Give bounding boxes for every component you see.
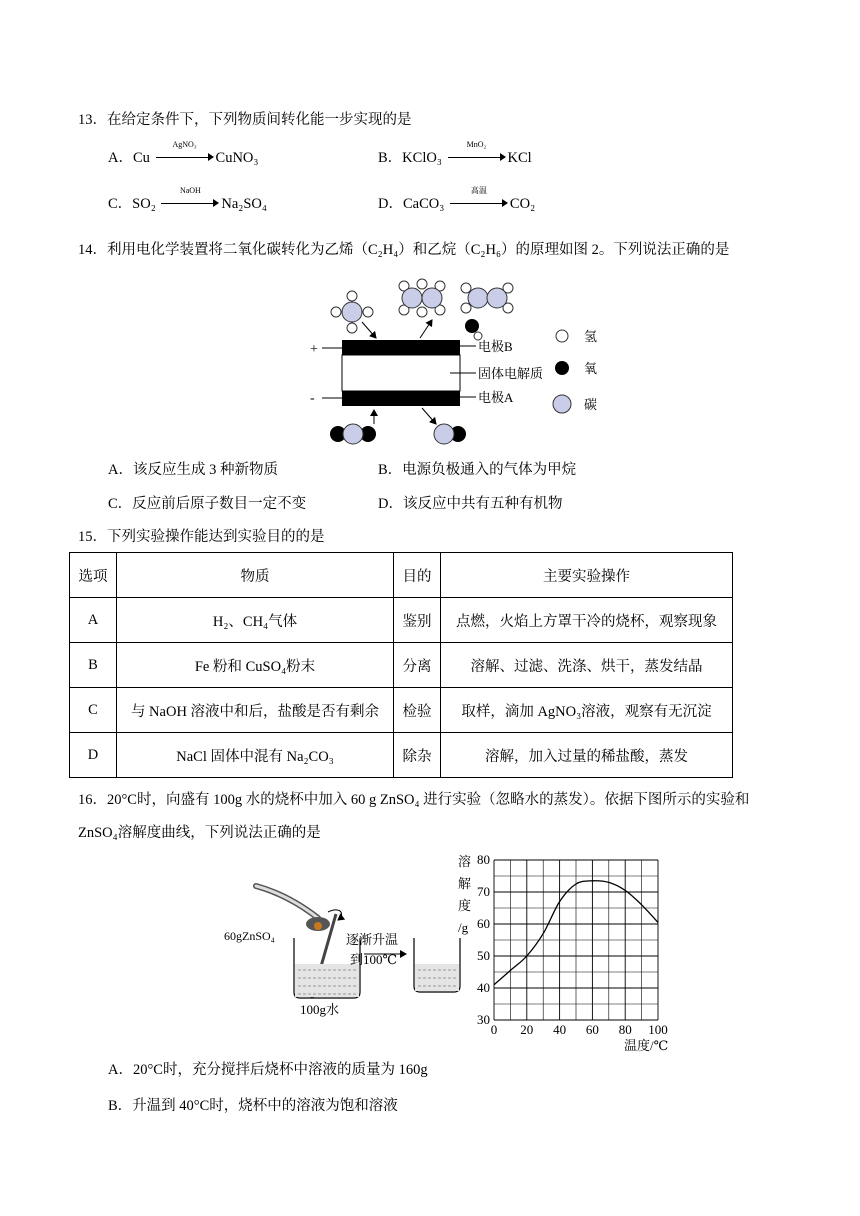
q13-a-product: CuNO₃ (215, 150, 259, 166)
x-axis-label: 温度/℃ (624, 1038, 669, 1053)
x-tick-label: 0 (490, 1022, 498, 1037)
cell: 除杂 (394, 733, 441, 778)
x-tick-label: 60 (585, 1022, 599, 1037)
q13-option-a-letter: A． (108, 150, 133, 166)
x-tick-label: 80 (618, 1022, 632, 1037)
electrochemical-diagram (300, 276, 620, 450)
minus-label: - (310, 391, 315, 406)
q13-option-a[interactable] (108, 140, 259, 168)
reaction-arrow-icon (450, 186, 508, 209)
q13-option-d-letter: D． (378, 196, 403, 212)
y-axis-label-char: /g (458, 920, 469, 935)
x-tick-label: 100 (648, 1022, 668, 1037)
q15-stem: 15．下列实验操作能达到实验目的的是 (78, 529, 325, 545)
cell: 取样，滴加 AgNO₃溶液，观察有无沉淀 (441, 688, 733, 733)
carbon-dioxide-molecule-icon (330, 424, 376, 444)
y-tick-label: 80 (477, 852, 490, 867)
y-axis-label-char: 溶 (458, 854, 472, 869)
q14-option-b[interactable]: B．电源负极通入的气体为甲烷 (378, 462, 577, 478)
q13-c-condition: NaOH (179, 186, 201, 195)
solubility-curve-chart (450, 850, 680, 1056)
y-tick-label: 30 (477, 1012, 490, 1027)
electrode-b-bar (342, 340, 460, 355)
q16-stem-line1: 16．20°C时，向盛有 100g 水的烧杯中加入 60 g ZnSO₄ 进行实验（忽略水的蒸发）。依据下图所示的实验和 (78, 792, 750, 808)
cell: D (70, 733, 117, 778)
table-header-row (70, 553, 733, 598)
table-row (70, 598, 733, 643)
q13-c-reactant: SO₂ (132, 196, 156, 212)
y-tick-label: 70 (477, 884, 490, 899)
q13-option-c-letter: C． (108, 196, 133, 212)
header-option: 选项 (70, 553, 117, 598)
q13-d-product: CO₂ (509, 196, 536, 212)
q13-b-reactant: KClO₃ (402, 150, 442, 166)
q14-option-a[interactable]: A．该反应生成 3 种新物质 (108, 462, 278, 478)
y-tick-label: 60 (477, 916, 490, 931)
header-operation: 主要实验操作 (441, 553, 733, 598)
y-tick-label: 50 (477, 948, 490, 963)
q13-d-condition: 高温 (470, 186, 487, 195)
arrow-out-icon (422, 408, 436, 424)
q13-stem: 13．在给定条件下，下列物质间转化能一步实现的是 (78, 112, 412, 128)
q13-option-d[interactable] (378, 186, 536, 214)
spoon-icon (256, 886, 330, 931)
q13-a-reactant: Cu (132, 150, 150, 166)
dissolution-experiment-figure (218, 878, 468, 1018)
reaction-arrow-icon (448, 140, 506, 163)
header-purpose: 目的 (394, 553, 441, 598)
table-row (70, 688, 733, 733)
y-axis-label (458, 854, 471, 935)
ethylene-molecule-icon (461, 283, 513, 313)
cell: 与 NaOH 溶液中和后，盐酸是否有剩余 (117, 688, 394, 733)
y-axis-label-char: 解 (458, 876, 472, 891)
q14-option-c[interactable]: C．反应前后原子数目一定不变 (108, 496, 307, 512)
q13-d-reactant: CaCO₃ (402, 196, 445, 212)
q16-option-a[interactable]: A．20°C时，充分搅拌后烧杯中溶液的质量为 160g (108, 1062, 428, 1078)
electrode-a-label: 电极A (478, 390, 514, 405)
q13-option-c[interactable] (108, 186, 267, 214)
heat-label-1: 逐渐升温 (346, 932, 399, 947)
x-tick-label: 40 (553, 1022, 567, 1037)
y-axis-label-char: 度 (458, 898, 472, 913)
experiment-table (69, 552, 733, 778)
cell: NaCl 固体中混有 Na₂CO₃ (117, 733, 394, 778)
electrode-b-label: 电极B (478, 339, 513, 354)
cell: Fe 粉和 CuSO₄粉末 (117, 643, 394, 688)
q13-b-product: KCl (507, 150, 532, 166)
chart-ticks (477, 852, 668, 1037)
electrolyte-label: 固体电解质 (478, 366, 544, 381)
cell: 溶解，加入过量的稀盐酸，蒸发 (441, 733, 733, 778)
q13-option-b-letter: B． (378, 150, 403, 166)
cell: A (70, 598, 117, 643)
arrow-out-icon (420, 320, 432, 338)
cell: 分离 (394, 643, 441, 688)
header-substance: 物质 (117, 553, 394, 598)
x-tick-label: 20 (520, 1022, 534, 1037)
reaction-arrow-icon (161, 186, 219, 209)
solute-label: 60gZnSO₄ (224, 929, 275, 943)
carbon-monoxide-molecule-icon (434, 424, 466, 444)
q16-stem-line2: ZnSO₄溶解度曲线，下列说法正确的是 (78, 825, 321, 841)
q14-option-d[interactable]: D．该反应中共有五种有机物 (378, 496, 563, 512)
q13-a-condition: AgNO₃ (172, 140, 197, 149)
legend-oxygen: 氧 (584, 361, 598, 376)
arrow-in-icon (362, 322, 376, 338)
water-label: 100g水 (300, 1002, 340, 1017)
cell: H₂、CH₄气体 (117, 598, 394, 643)
q13-c-product: Na₂SO₄ (221, 196, 267, 212)
electrode-a-bar (342, 391, 460, 406)
q14-stem: 14．利用电化学装置将二氧化碳转化为乙烯（C₂H₄）和乙烷（C₂H₆）的原理如图 2。下列说法正确的是 (78, 242, 730, 258)
cell: 鉴别 (394, 598, 441, 643)
plus-label: + (310, 342, 318, 357)
cell: 点燃，火焰上方罩干冷的烧杯，观察现象 (441, 598, 733, 643)
electrolyte-block (342, 355, 460, 391)
carbon-legend-icon (553, 395, 571, 413)
q16-option-b[interactable]: B．升温到 40°C时，烧杯中的溶液为饱和溶液 (108, 1098, 398, 1114)
oxygen-legend-icon (555, 361, 569, 375)
cell: B (70, 643, 117, 688)
reaction-arrow-icon (156, 140, 214, 163)
legend-carbon: 碳 (584, 397, 598, 412)
q13-option-b[interactable] (378, 140, 532, 168)
y-tick-label: 40 (477, 980, 490, 995)
cell: C (70, 688, 117, 733)
legend-hydrogen: 氢 (584, 329, 598, 344)
cell: 检验 (394, 688, 441, 733)
cell: 溶解、过滤、洗涤、烘干，蒸发结晶 (441, 643, 733, 688)
oxygen-atom-icon (465, 319, 479, 333)
q13-b-condition: MnO₂ (466, 140, 487, 149)
heat-label-2: 到100℃ (350, 952, 398, 967)
ethane-molecule-icon (399, 279, 445, 317)
table-row (70, 733, 733, 778)
table-row (70, 643, 733, 688)
hydrogen-legend-icon (556, 330, 568, 342)
